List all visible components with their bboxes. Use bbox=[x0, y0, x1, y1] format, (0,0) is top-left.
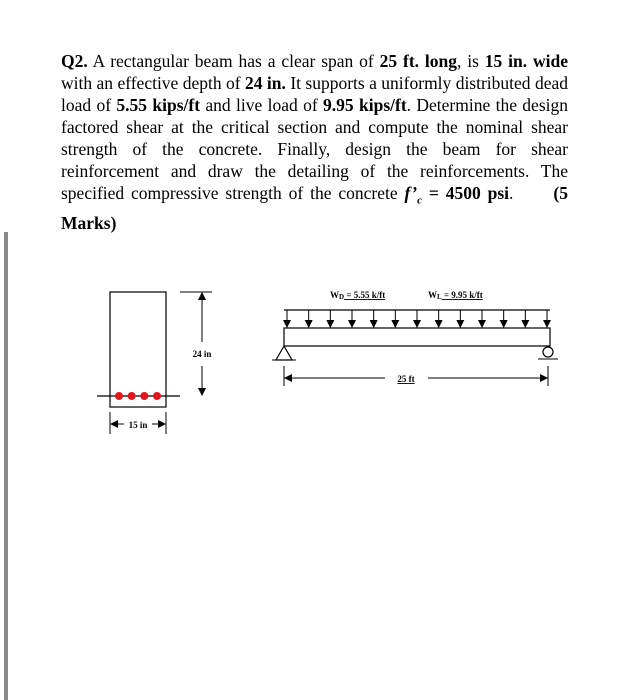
question-text-part: A rectangular beam has a clear span of bbox=[87, 51, 380, 71]
question-text-part: . Determine the design factored shear at the critical section and compute the nominal shear strength of the concrete. Finally, design the beam for shear reinforcement and draw the detailing of the reinforcements. The specified compressive strength of the concrete bbox=[61, 95, 569, 203]
beam-body bbox=[284, 328, 550, 346]
question-text-part: and live load of bbox=[200, 95, 324, 115]
beam-elevation bbox=[272, 290, 558, 386]
width-label: 15 in bbox=[128, 420, 148, 430]
depth-value: 24 in. bbox=[245, 73, 286, 93]
live-load-label: WL = 9.95 k/ft bbox=[428, 290, 483, 301]
roller-support bbox=[543, 347, 553, 357]
fc-subscript: c bbox=[417, 194, 423, 207]
rebar bbox=[153, 392, 161, 400]
rebar bbox=[115, 392, 123, 400]
depth-label: 24 in bbox=[192, 349, 212, 359]
live-load-value: 9.95 kips/ft bbox=[323, 95, 407, 115]
rebar bbox=[128, 392, 136, 400]
fc-value: = 4500 psi bbox=[422, 183, 510, 203]
load-arrows bbox=[287, 310, 547, 327]
cross-section bbox=[97, 292, 212, 434]
question-text-part: with an effective depth of bbox=[61, 73, 246, 93]
rebar bbox=[140, 392, 148, 400]
question-text-part: . bbox=[509, 183, 514, 203]
question-text-part: It supports a uniformly distributed dead load of bbox=[61, 73, 568, 115]
marks-label: (5 Marks) bbox=[61, 183, 568, 233]
dead-load-value: 5.55 kips/ft bbox=[116, 95, 201, 115]
dead-load-label: WD = 5.55 k/ft bbox=[330, 290, 386, 301]
question-number: Q2. bbox=[61, 51, 88, 71]
section-outline bbox=[110, 292, 166, 407]
span-label: 25 ft bbox=[397, 374, 415, 384]
span-value: 25 ft. long bbox=[379, 51, 457, 71]
pin-support bbox=[276, 346, 292, 360]
question-text-part: , is bbox=[457, 51, 485, 71]
fc-symbol: f’ bbox=[404, 183, 418, 203]
width-value: 15 in. wide bbox=[484, 51, 569, 71]
